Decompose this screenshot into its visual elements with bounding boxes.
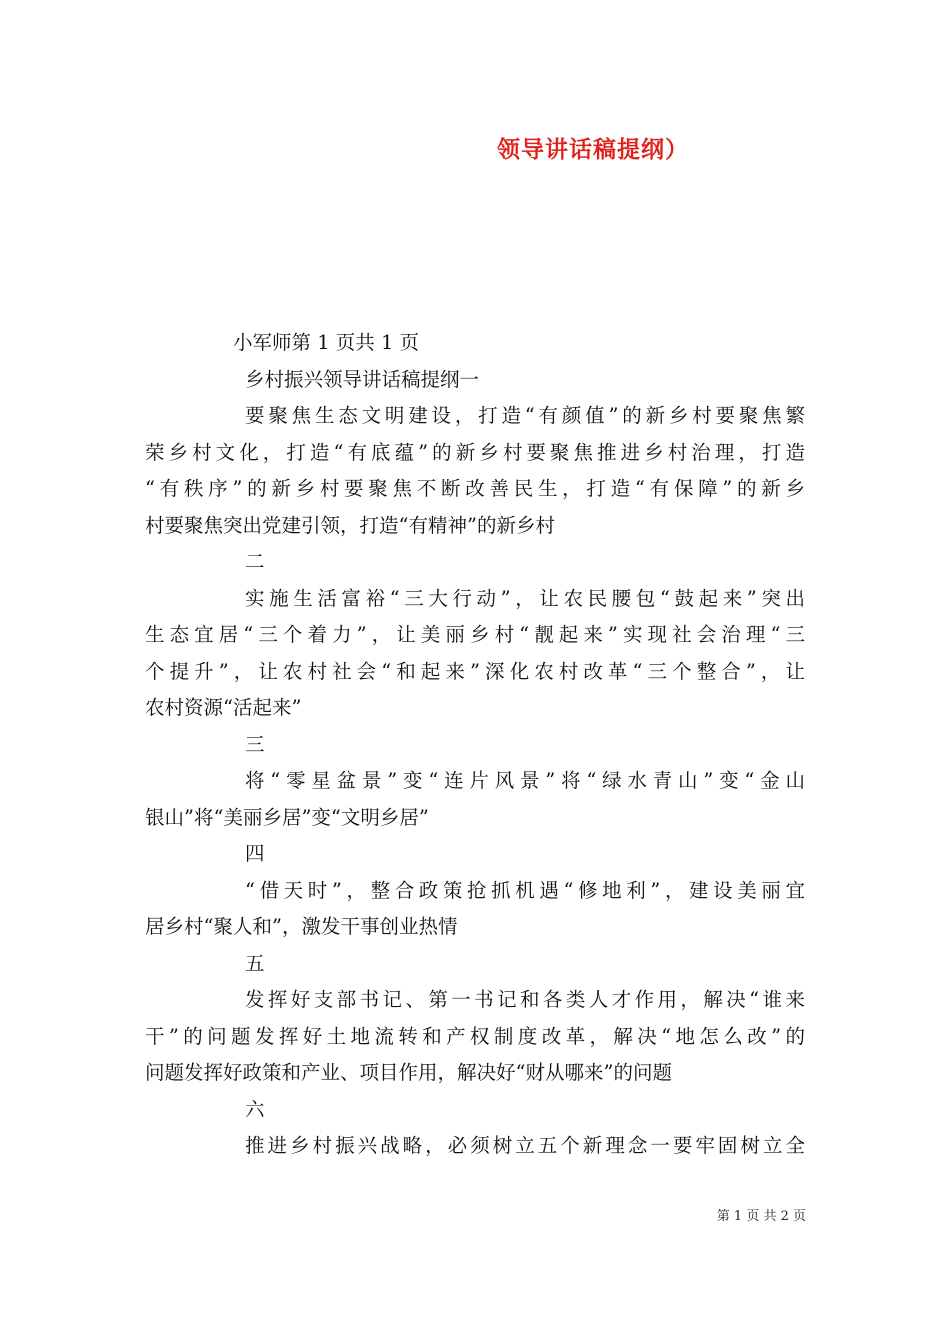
paragraph-line: 发挥好支部书记、第一书记和各类人才作用，解决“谁来 (245, 988, 805, 1011)
paragraph-line: 推进乡村振兴战略，必须树立五个新理念一要牢固树立全 (245, 1134, 805, 1157)
section-heading-3: 三 (245, 732, 265, 756)
paragraph-line: 个提升”，让农村社会“和起来”深化农村改革“三个整合”，让 (145, 659, 805, 683)
paragraph-line: 居乡村“聚人和”，激发干事创业热情 (145, 915, 458, 938)
paragraph-line: 农村资源“活起来” (145, 696, 302, 719)
paragraph-line: “有秩序”的新乡村要聚焦不断改善民生，打造“有保障”的新乡 (145, 477, 805, 500)
paragraph-line: 村要聚焦突出党建引领，打造“有精神”的新乡村 (145, 513, 555, 537)
section-heading-5: 五 (245, 951, 265, 975)
section-heading-2: 二 (245, 550, 265, 573)
paragraph-line: 要聚焦生态文明建设，打造“有颜值”的新乡村要聚焦繁 (245, 404, 805, 427)
paragraph-line: 实施生活富裕“三大行动”，让农民腰包“鼓起来”突出 (245, 586, 805, 610)
paragraph-line: “借天时”，整合政策抢抓机遇“修地利”，建设美丽宜 (245, 878, 805, 902)
paragraph-line: 将“零星盆景”变“连片风景”将“绿水青山”变“金山 (245, 769, 805, 792)
paragraph-line: 荣乡村文化，打造“有底蕴”的新乡村要聚焦推进乡村治理，打造 (145, 440, 805, 464)
paragraph-line: 问题发挥好政策和产业、项目作用，解决好“财从哪来”的问题 (145, 1061, 672, 1084)
paragraph-line: 银山”将“美丽乡居”变“文明乡居” (145, 805, 429, 829)
section-heading-1: 乡村振兴领导讲话稿提纲一 (245, 367, 480, 391)
header-note: 小军师第 1 页共 1 页 (233, 331, 420, 354)
paragraph-line: 生态宜居“三个着力”，让美丽乡村“靓起来”实现社会治理“三 (145, 623, 805, 646)
document-title: 领导讲话稿提纲） (497, 136, 689, 163)
section-heading-4: 四 (245, 842, 265, 865)
paragraph-line: 干”的问题发挥好土地流转和产权制度改革，解决“地怎么改”的 (145, 1024, 805, 1048)
document-body (145, 325, 805, 1165)
page-number: 第 1 页 共 2 页 (716, 1209, 806, 1224)
section-heading-6: 六 (245, 1097, 265, 1121)
